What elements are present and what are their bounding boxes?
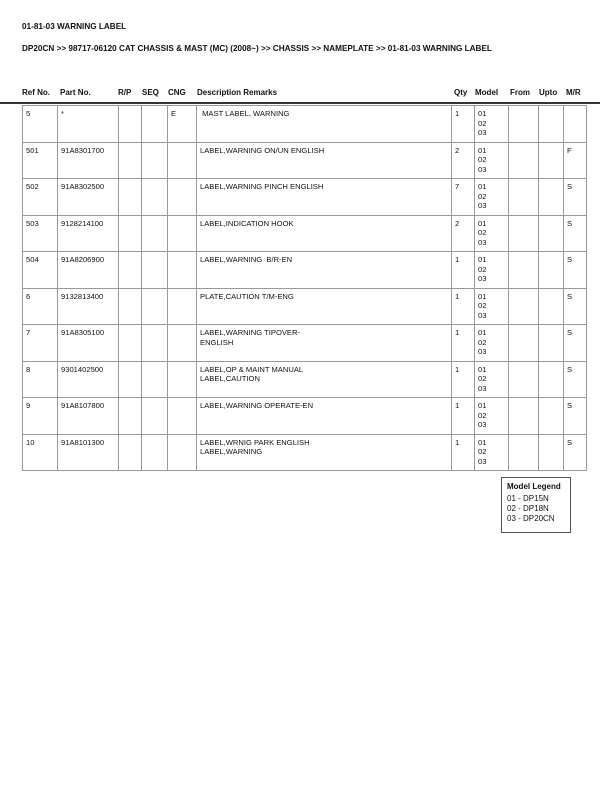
cell-text-qty: 1 [455, 291, 460, 301]
cell-text-desc2: LABEL,WARNING [200, 447, 263, 456]
cell-upto [539, 288, 564, 325]
model-code: 02 [478, 337, 487, 347]
cell-seq [142, 179, 168, 216]
cell-upto [539, 361, 564, 398]
model-code: 01 [478, 145, 487, 155]
cell-qty [452, 288, 475, 325]
column-header-part: Part No. [60, 88, 91, 97]
cell-mr [564, 288, 587, 325]
cell-desc [197, 215, 452, 252]
column-header-mr: M/R [566, 88, 581, 97]
cell-text-desc: LABEL,WARNING TIPOVER- [200, 328, 301, 337]
column-header-ref: Ref No. [22, 88, 50, 97]
cell-rp [119, 252, 142, 289]
cell-text-part: 9128214100 [61, 218, 104, 228]
cell-text-ref: 503 [26, 218, 39, 228]
column-header-upto: Upto [539, 88, 558, 97]
cell-rp [119, 361, 142, 398]
cell-seq [142, 434, 168, 471]
column-header-rp: R/P [118, 88, 132, 97]
model-code: 01 [478, 291, 487, 301]
cell-part [58, 434, 119, 471]
cell-text-desc: LABEL,WARNING B/R-EN [200, 255, 293, 264]
cell-qty [452, 434, 475, 471]
cell-text-ref: 504 [26, 255, 39, 264]
cell-text-qty: 1 [455, 437, 460, 447]
table-row [23, 361, 587, 398]
cell-text-desc: LABEL,WARNING PINCH ENGLISH [200, 182, 324, 191]
cell-qty [452, 398, 475, 435]
cell-text-part: * [61, 109, 64, 118]
cell-text-desc2: ENGLISH [200, 337, 234, 347]
legend-item: 02 - DP18N [507, 504, 549, 513]
cell-models [475, 398, 509, 435]
cell-ref [23, 398, 58, 435]
cell-mr [564, 361, 587, 398]
cell-models [475, 325, 509, 362]
cell-upto [539, 252, 564, 289]
cell-desc [197, 288, 452, 325]
cell-text-mr: F [567, 145, 572, 155]
cell-desc [197, 434, 452, 471]
column-header-cng: CNG [168, 88, 186, 97]
column-header-model: Model [475, 88, 499, 97]
cell-cng [168, 142, 197, 179]
cell-seq [142, 215, 168, 252]
column-header-seq: SEQ [142, 88, 159, 97]
legend-item: 01 - DP15N [507, 494, 549, 503]
cell-from [509, 398, 539, 435]
model-code: 03 [478, 310, 487, 320]
cell-seq [142, 142, 168, 179]
cell-upto [539, 398, 564, 435]
cell-text-ref: 6 [26, 291, 31, 301]
cell-text-qty: 1 [455, 401, 460, 410]
cell-cng [168, 215, 197, 252]
cell-from [509, 434, 539, 471]
cell-models [475, 106, 509, 143]
cell-part [58, 179, 119, 216]
cell-from [509, 252, 539, 289]
cell-mr [564, 142, 587, 179]
model-code: 02 [478, 264, 487, 274]
model-code: 02 [478, 118, 487, 128]
cell-from [509, 325, 539, 362]
cell-ref [23, 288, 58, 325]
cell-rp [119, 106, 142, 143]
model-code: 03 [478, 347, 487, 356]
cell-text-mr: S [567, 182, 573, 191]
cell-text-mr: S [567, 328, 573, 337]
cell-mr [564, 325, 587, 362]
cell-models [475, 215, 509, 252]
cell-cng [168, 106, 197, 143]
cell-rp [119, 179, 142, 216]
cell-models [475, 361, 509, 398]
cell-text-desc: LABEL,INDICATION HOOK [200, 218, 294, 228]
model-code: 01 [478, 109, 487, 118]
model-code: 01 [478, 328, 487, 337]
breadcrumb: DP20CN >> 98717-06120 CAT CHASSIS & MAST (MC) (2008~) >> CHASSIS >> NAMEPLATE >> 01-81-03 WARNING LABEL [22, 44, 492, 53]
model-code: 02 [478, 228, 487, 237]
cell-text-desc: LABEL,WRNIG PARK ENGLISH [200, 437, 310, 447]
cell-text-qty: 1 [455, 109, 460, 118]
cell-models [475, 252, 509, 289]
cell-models [475, 434, 509, 471]
cell-text-ref: 501 [26, 145, 39, 155]
cell-qty [452, 106, 475, 143]
cell-text-qty: 1 [455, 364, 460, 374]
cell-text-part: 91A8101300 [61, 437, 105, 447]
cell-text-qty: 2 [455, 218, 460, 228]
column-header-qty: Qty [454, 88, 468, 97]
model-code: 02 [478, 155, 487, 164]
cell-ref [23, 106, 58, 143]
cell-text-cng: E [171, 109, 177, 118]
cell-ref [23, 179, 58, 216]
cell-text-mr: S [567, 291, 573, 301]
cell-upto [539, 179, 564, 216]
cell-qty [452, 325, 475, 362]
model-code: 02 [478, 410, 487, 420]
cell-part [58, 361, 119, 398]
cell-mr [564, 215, 587, 252]
column-header-from: From [510, 88, 530, 97]
cell-ref [23, 325, 58, 362]
model-code: 01 [478, 182, 487, 191]
model-code: 02 [478, 447, 487, 456]
cell-upto [539, 325, 564, 362]
cell-text-qty: 1 [455, 328, 460, 337]
cell-desc [197, 398, 452, 435]
cell-qty [452, 215, 475, 252]
cell-from [509, 142, 539, 179]
table-row [23, 142, 587, 179]
model-code: 03 [478, 128, 487, 137]
cell-text-desc: PLATE,CAUTION T/M-ENG [200, 291, 294, 301]
cell-text-part: 91A8107800 [61, 401, 105, 410]
cell-cng [168, 398, 197, 435]
cell-from [509, 215, 539, 252]
cell-part [58, 288, 119, 325]
table-row [23, 106, 587, 143]
model-code: 01 [478, 401, 487, 410]
cell-text-ref: 9 [26, 401, 31, 410]
cell-cng [168, 179, 197, 216]
cell-rp [119, 434, 142, 471]
cell-part [58, 142, 119, 179]
cell-cng [168, 252, 197, 289]
model-code: 03 [478, 420, 487, 429]
cell-seq [142, 252, 168, 289]
cell-cng [168, 325, 197, 362]
model-code: 01 [478, 437, 487, 447]
cell-text-qty: 7 [455, 182, 460, 191]
model-code: 03 [478, 456, 487, 466]
cell-text-ref: 10 [26, 437, 35, 447]
cell-rp [119, 215, 142, 252]
cell-ref [23, 252, 58, 289]
cell-from [509, 179, 539, 216]
cell-mr [564, 106, 587, 143]
cell-part [58, 325, 119, 362]
cell-rp [119, 142, 142, 179]
cell-part [58, 398, 119, 435]
cell-text-mr: S [567, 218, 573, 228]
cell-upto [539, 142, 564, 179]
cell-text-ref: 7 [26, 328, 31, 337]
page-title: 01-81-03 WARNING LABEL [22, 22, 127, 31]
model-code: 03 [478, 274, 487, 283]
cell-from [509, 288, 539, 325]
cell-desc [197, 142, 452, 179]
cell-models [475, 288, 509, 325]
table-row [23, 288, 587, 325]
cell-qty [452, 361, 475, 398]
cell-ref [23, 142, 58, 179]
cell-models [475, 142, 509, 179]
cell-seq [142, 106, 168, 143]
cell-text-desc: LABEL,WARNING OPERATE-EN [200, 401, 314, 410]
model-code: 02 [478, 301, 487, 310]
cell-text-desc: MAST LABEL, WARNING [200, 109, 290, 118]
model-code: 03 [478, 201, 487, 210]
cell-text-ref: 5 [26, 109, 31, 118]
cell-mr [564, 434, 587, 471]
legend-title: Model Legend [507, 482, 561, 491]
model-code: 01 [478, 364, 487, 374]
cell-mr [564, 398, 587, 435]
cell-rp [119, 398, 142, 435]
cell-qty [452, 142, 475, 179]
header-divider [0, 102, 600, 104]
cell-desc [197, 179, 452, 216]
cell-qty [452, 252, 475, 289]
table-row [23, 252, 587, 289]
cell-seq [142, 398, 168, 435]
cell-text-ref: 8 [26, 364, 31, 374]
cell-text-desc: LABEL,OP & MAINT MANUAL [200, 364, 304, 374]
cell-part [58, 215, 119, 252]
cell-desc [197, 361, 452, 398]
cell-cng [168, 288, 197, 325]
table-row [23, 434, 587, 471]
model-code: 02 [478, 191, 487, 201]
cell-text-part: 9132813400 [61, 291, 104, 301]
cell-text-part: 91A8301700 [61, 145, 105, 155]
cell-text-part: 91A8206900 [61, 255, 105, 264]
cell-ref [23, 215, 58, 252]
cell-mr [564, 252, 587, 289]
model-code: 03 [478, 383, 487, 393]
cell-qty [452, 179, 475, 216]
cell-upto [539, 106, 564, 143]
column-header-desc: Description Remarks [197, 88, 278, 97]
cell-ref [23, 434, 58, 471]
cell-text-ref: 502 [26, 182, 39, 191]
cell-text-mr: S [567, 401, 573, 410]
model-code: 01 [478, 255, 487, 264]
model-legend [501, 477, 571, 533]
cell-text-part: 91A8302500 [61, 182, 105, 191]
table-row [23, 325, 587, 362]
cell-text-desc: LABEL,WARNING ON/UN ENGLISH [200, 145, 325, 155]
cell-part [58, 106, 119, 143]
cell-seq [142, 325, 168, 362]
cell-text-mr: S [567, 255, 573, 264]
cell-text-part: 91A8305100 [61, 328, 105, 337]
cell-upto [539, 215, 564, 252]
cell-models [475, 179, 509, 216]
cell-ref [23, 361, 58, 398]
cell-rp [119, 288, 142, 325]
parts-table [22, 105, 587, 471]
table-row [23, 398, 587, 435]
cell-text-part: 9301402500 [61, 364, 104, 374]
cell-seq [142, 361, 168, 398]
model-code: 03 [478, 237, 487, 247]
cell-cng [168, 434, 197, 471]
cell-upto [539, 434, 564, 471]
cell-desc [197, 325, 452, 362]
model-code: 01 [478, 218, 487, 228]
cell-text-qty: 2 [455, 145, 460, 155]
cell-rp [119, 325, 142, 362]
model-code: 02 [478, 374, 487, 383]
legend-item: 03 - DP20CN [507, 514, 555, 523]
cell-desc [197, 252, 452, 289]
cell-text-qty: 1 [455, 255, 460, 264]
cell-text-mr: S [567, 364, 573, 374]
table-row [23, 179, 587, 216]
cell-text-mr: S [567, 437, 573, 447]
cell-from [509, 361, 539, 398]
cell-text-desc2: LABEL,CAUTION [200, 374, 260, 383]
cell-desc [197, 106, 452, 143]
cell-mr [564, 179, 587, 216]
cell-seq [142, 288, 168, 325]
cell-part [58, 252, 119, 289]
table-row [23, 215, 587, 252]
cell-from [509, 106, 539, 143]
model-code: 03 [478, 164, 487, 174]
cell-cng [168, 361, 197, 398]
